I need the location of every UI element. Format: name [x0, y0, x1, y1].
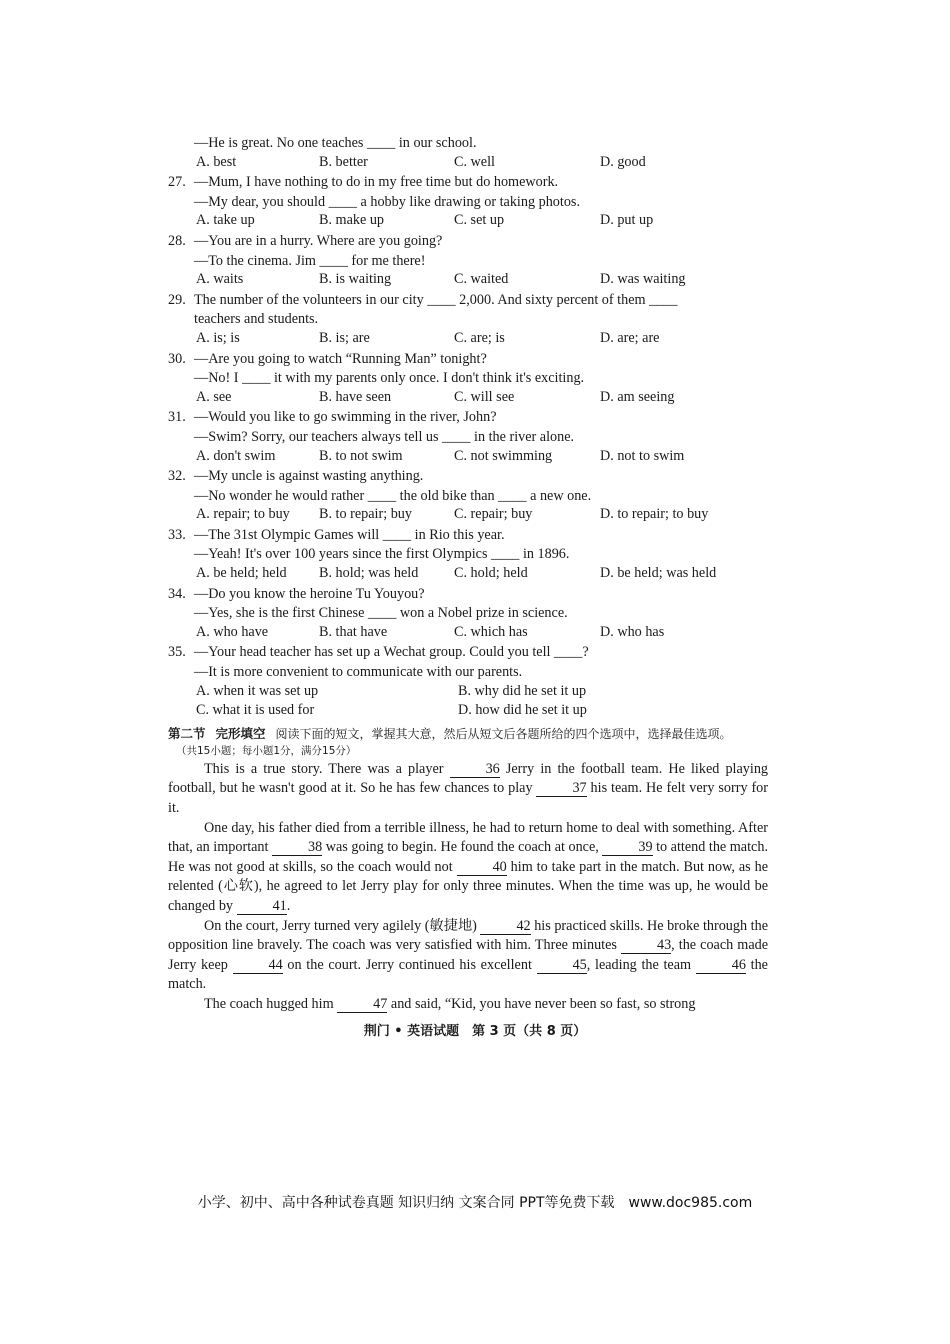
- passage-text: on the court. Jerry continued his excellent: [282, 956, 537, 973]
- passage-text: the match.: [168, 956, 768, 993]
- option-c: C. what it is used for: [196, 702, 315, 719]
- question-line: —Yeah! It's over 100 years since the first Olympics ____ in 1896.: [194, 546, 570, 563]
- page-footer: 荆门 • 英语试题 第 3 页（共 8 页）: [363, 1024, 587, 1039]
- passage-text: and said, “Kid, you have never been so fast, so strong: [387, 995, 696, 1012]
- question-block: [168, 408, 768, 467]
- question-number: 35.: [168, 644, 186, 661]
- blank-42: 42: [480, 919, 530, 935]
- option-a: A. repair; to buy: [196, 506, 290, 523]
- question-line: —Yes, she is the first Chinese ____ won a Nobel prize in science.: [194, 605, 568, 622]
- question-number: 29.: [168, 291, 186, 308]
- question-number: 32.: [168, 468, 186, 485]
- questions-group: [168, 134, 768, 643]
- blank-43: 43: [621, 938, 671, 954]
- option-c: C. are; is: [454, 329, 505, 346]
- option-d: D. was waiting: [600, 271, 686, 288]
- passage-paragraph: [168, 917, 768, 995]
- passage-text: One day, his father died from a terrible illness, he had to return home to deal with something. After that, an important: [168, 819, 768, 856]
- question-line: The number of the volunteers in our city ____ 2,000. And sixty percent of them ____: [194, 291, 678, 308]
- section-title: 完形填空: [215, 725, 266, 741]
- question-block: [168, 134, 768, 173]
- section-instruction: 阅读下面的短文，掌握其大意，然后从短文后各题所给的四个选项中，选择最佳选项。: [275, 726, 732, 741]
- option-d: D. are; are: [600, 329, 660, 346]
- question-line: —My uncle is against wasting anything.: [194, 468, 424, 485]
- passage-text: his team. He felt very sorry for it.: [168, 780, 768, 816]
- question-block: [168, 467, 768, 526]
- option-d: D. not to swim: [600, 447, 685, 464]
- option-a: A. don't swim: [196, 447, 276, 464]
- section-heading: [168, 724, 768, 743]
- question-number: 34.: [168, 585, 186, 602]
- question-line: —No wonder he would rather ____ the old bike than ____ a new one.: [194, 487, 592, 504]
- option-b: B. have seen: [319, 388, 392, 405]
- question-line: —He is great. No one teaches ____ in our school.: [194, 135, 477, 151]
- passage-text: , the coach made Jerry keep: [168, 937, 769, 973]
- option-a: A. is; is: [196, 329, 240, 346]
- question-number: 27.: [168, 174, 186, 191]
- option-c: C. waited: [454, 271, 509, 288]
- option-c: C. well: [454, 153, 495, 170]
- question-block: [168, 350, 768, 409]
- question-line: —You are in a hurry. Where are you going?: [194, 232, 443, 249]
- section-note: （共15小题；每小题1分，满分15分）: [176, 744, 357, 757]
- blank-46: 46: [696, 958, 746, 974]
- passage-text: his practiced skills. He broke through the opposition line bravely. The coach was very satisfied with him. Three minutes: [168, 917, 768, 954]
- question-line: —Would you like to go swimming in the river, John?: [194, 409, 497, 426]
- passage-paragraph: [168, 760, 768, 819]
- option-c: C. set up: [454, 212, 505, 229]
- passage-text: , leading the team: [586, 956, 696, 973]
- option-b: B. that have: [319, 623, 388, 640]
- passage-text: .: [286, 897, 291, 914]
- question-line: —Your head teacher has set up a Wechat group. Could you tell ____?: [194, 644, 589, 661]
- option-b: B. to not swim: [319, 447, 403, 464]
- option-c: C. repair; buy: [454, 506, 533, 523]
- question-35: [168, 643, 768, 721]
- blank-39: 39: [602, 840, 652, 856]
- question-line: —My dear, you should ____ a hobby like drawing or taking photos.: [194, 193, 580, 210]
- option-d: D. am seeing: [600, 388, 675, 405]
- passage-text: This is a true story. There was a player: [204, 760, 450, 777]
- blank-37: 37: [536, 781, 586, 797]
- option-a: A. who have: [196, 623, 269, 640]
- blank-44: 44: [233, 958, 283, 974]
- passage-paragraph: [168, 995, 768, 1015]
- option-a: A. best: [196, 153, 237, 170]
- passage-text: Jerry in the football team. He liked playing football, but he wasn't good at it. So he has few chances to play: [168, 760, 769, 797]
- option-d: D. who has: [600, 623, 665, 640]
- question-line: teachers and students.: [194, 311, 319, 328]
- passage-text: him to take part in the match. But now, as he relented (心软), he agreed to let Jerry play for only three minutes. When the time was up, he would be changed by: [168, 858, 768, 914]
- download-banner: 小学、初中、高中各种试卷真题 知识归纳 文案合同 PPT等免费下载 www.doc985.com: [197, 1195, 753, 1211]
- option-d: D. good: [600, 153, 646, 170]
- passage-text: to attend the match. He was not good at skills, so the coach would not: [168, 839, 768, 875]
- option-b: B. hold; was held: [319, 565, 419, 582]
- section-tag: 第二节: [168, 725, 206, 741]
- passage-text: On the court, Jerry turned very agilely (敏捷地): [204, 917, 481, 934]
- option-c: C. hold; held: [454, 565, 528, 582]
- question-line: —No! I ____ it with my parents only once. I don't think it's exciting.: [194, 370, 585, 387]
- question-line: —To the cinema. Jim ____ for me there!: [194, 252, 426, 269]
- option-b: B. is waiting: [319, 271, 392, 288]
- blank-40: 40: [457, 860, 507, 876]
- question-block: [168, 526, 768, 585]
- blank-36: 36: [450, 762, 500, 778]
- option-c: C. will see: [454, 388, 515, 405]
- option-a: A. when it was set up: [196, 682, 319, 699]
- option-c: C. which has: [454, 623, 528, 640]
- blank-47: 47: [337, 997, 387, 1013]
- option-a: A. waits: [196, 271, 244, 288]
- question-block: [168, 291, 768, 350]
- question-number: 28.: [168, 232, 186, 249]
- option-b: B. why did he set it up: [458, 682, 587, 699]
- option-a: A. take up: [196, 212, 255, 229]
- question-number: 33.: [168, 526, 186, 543]
- option-b: B. better: [319, 153, 368, 170]
- option-d: D. put up: [600, 212, 654, 229]
- question-line: —The 31st Olympic Games will ____ in Rio this year.: [194, 526, 505, 543]
- question-line: —Mum, I have nothing to do in my free time but do homework.: [194, 174, 559, 191]
- passage-paragraph: [168, 819, 768, 917]
- question-line: —Are you going to watch “Running Man” tonight?: [194, 350, 487, 367]
- blank-45: 45: [537, 958, 587, 974]
- question-line: —Swim? Sorry, our teachers always tell us ____ in the river alone.: [194, 428, 575, 445]
- option-d: D. to repair; to buy: [600, 506, 709, 523]
- option-d: D. how did he set it up: [458, 702, 587, 719]
- option-c: C. not swimming: [454, 447, 553, 464]
- option-b: B. make up: [319, 212, 385, 229]
- option-a: A. be held; held: [196, 565, 287, 582]
- exam-content: [168, 134, 768, 1015]
- option-b: B. to repair; buy: [319, 506, 412, 523]
- cloze-passage: [168, 760, 768, 1015]
- blank-38: 38: [272, 840, 322, 856]
- blank-41: 41: [237, 899, 287, 915]
- question-line: —It is more convenient to communicate with our parents.: [194, 664, 523, 681]
- question-number: 30.: [168, 350, 186, 367]
- passage-text: The coach hugged him: [204, 995, 338, 1012]
- question-block: [168, 232, 768, 291]
- question-number: 31.: [168, 409, 186, 426]
- option-b: B. is; are: [319, 329, 370, 346]
- option-a: A. see: [196, 388, 232, 405]
- passage-text: was going to begin. He found the coach at once,: [322, 839, 603, 856]
- option-d: D. be held; was held: [600, 565, 717, 582]
- question-block: [168, 585, 768, 644]
- question-block: [168, 173, 768, 232]
- question-line: —Do you know the heroine Tu Youyou?: [194, 585, 425, 602]
